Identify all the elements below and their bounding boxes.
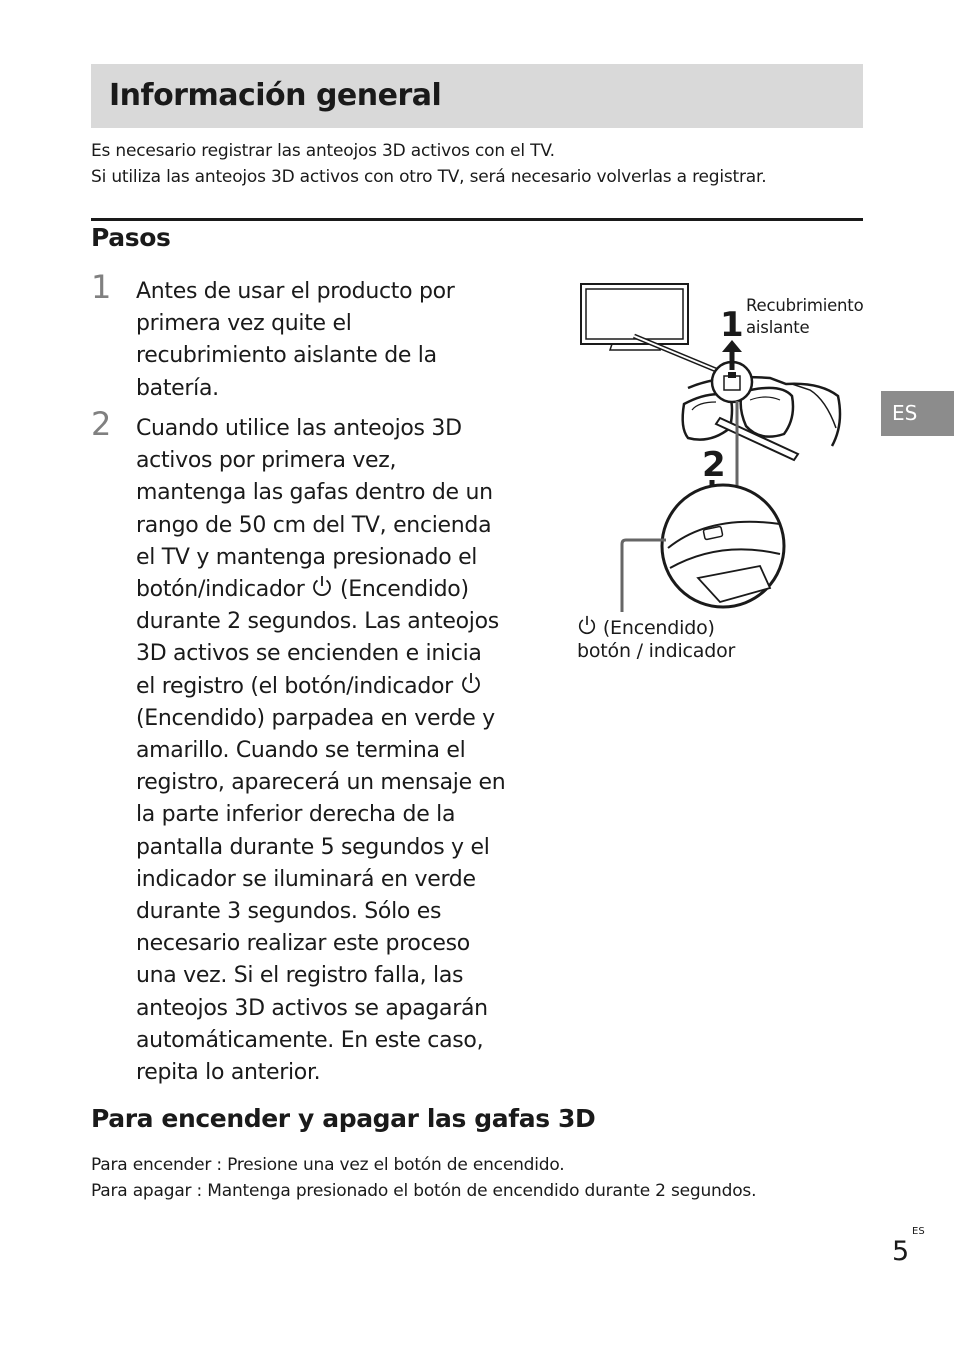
section-rule — [91, 218, 863, 221]
step-2-line: repita lo anterior. — [136, 1060, 321, 1086]
step-2-line: mantenga las gafas dentro de un — [136, 480, 493, 506]
step-1-text — [136, 276, 546, 405]
steps-heading: Pasos — [91, 223, 171, 252]
onoff-line-1: Para encender : Presione una vez el botón de encendido. — [91, 1155, 565, 1175]
page-number: 5 — [892, 1236, 910, 1267]
step-1-number: 1 — [91, 268, 112, 306]
step-2-line: pantalla durante 5 segundos y el — [136, 834, 490, 860]
power-button-label — [577, 614, 735, 663]
step-2-text-fragment: (Encendido) — [333, 577, 469, 603]
step-2-line: necesario realizar este proceso — [136, 931, 470, 957]
step-1-line: Antes de usar el producto por — [136, 279, 455, 304]
onoff-paragraph — [91, 1152, 756, 1204]
step-2-text — [136, 413, 546, 1089]
power-icon — [460, 671, 482, 695]
step-2-number: 2 — [91, 405, 112, 443]
step-1-line: recubrimiento aislante de la — [136, 343, 437, 369]
step-2-line: una vez. Si el registro falla, las — [136, 963, 464, 989]
intro-line-1: Es necesario registrar las anteojos 3D activos con el TV. — [91, 141, 555, 161]
language-tab-label: ES — [892, 401, 918, 425]
step-2-line: rango de 50 cm del TV, encienda — [136, 512, 492, 538]
coating-label — [746, 295, 863, 339]
step-2-line: el TV y mantenga presionado el — [136, 544, 478, 570]
step-2-line: activos por primera vez, — [136, 448, 397, 474]
power-button-label-line-2: botón / indicador — [577, 640, 736, 662]
step-1-line: batería. — [136, 375, 219, 401]
step-2-line-power — [136, 671, 546, 703]
page-title: Información general — [109, 78, 442, 113]
language-tab — [881, 391, 954, 436]
footer-lang: ES — [912, 1226, 925, 1237]
step-2-line: durante 3 segundos. Sólo es — [136, 899, 442, 925]
step-2-line: registro, aparecerá un mensaje en — [136, 770, 506, 796]
step-2-line: la parte inferior derecha de la — [136, 802, 456, 828]
power-button-label-line-1 — [577, 614, 735, 640]
tv-icon — [581, 284, 688, 350]
title-band — [91, 64, 863, 128]
step-2-line: indicador se iluminará en verde — [136, 866, 476, 892]
step-2-line: 3D activos se encienden e inicia — [136, 641, 482, 667]
step-1-line: primera vez quite el — [136, 311, 352, 337]
callout-1: 1 — [720, 305, 744, 345]
step-2-line: (Encendido) parpadea en verde y — [136, 705, 495, 731]
callout-2: 2 — [702, 445, 726, 485]
power-icon — [577, 614, 597, 636]
intro-line-2: Si utiliza las anteojos 3D activos con otro TV, será necesario volverlas a registrar. — [91, 167, 767, 187]
onoff-heading: Para encender y apagar las gafas 3D — [91, 1104, 596, 1133]
power-icon — [311, 574, 333, 598]
step-2-line: anteojos 3D activos se apagarán — [136, 995, 488, 1021]
step-2-text-fragment: botón/indicador — [136, 577, 312, 603]
step-2-line: automáticamente. En este caso, — [136, 1027, 484, 1053]
step-2-line: amarillo. Cuando se termina el — [136, 738, 466, 764]
coating-label-line-1: Recubrimiento — [746, 296, 864, 315]
step-2-line: Cuando utilice las anteojos 3D — [136, 416, 462, 441]
intro-paragraph — [91, 138, 871, 190]
step-2-line: durante 2 segundos. Las anteojos — [136, 609, 499, 635]
onoff-line-2: Para apagar : Mantenga presionado el botón de encendido durante 2 segundos. — [91, 1181, 757, 1201]
step-2-text-fragment: el registro (el botón/indicador — [136, 673, 460, 699]
step-2-line-power — [136, 574, 546, 606]
power-button-label-text: (Encendido) — [597, 617, 715, 639]
coating-label-line-2: aislante — [746, 318, 810, 337]
